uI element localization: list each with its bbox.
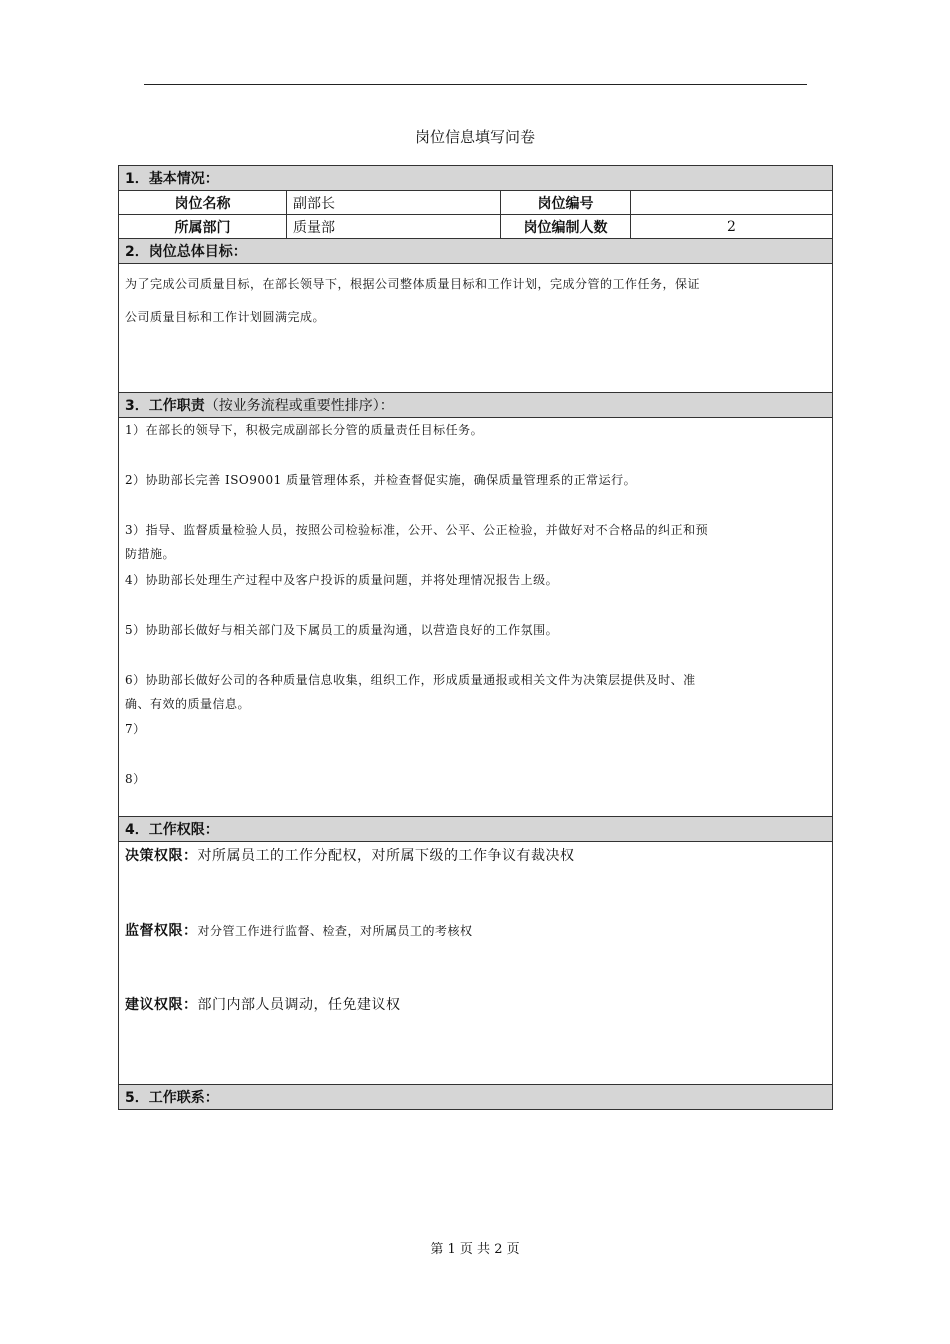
headcount-label: 岗位编制人数 <box>501 215 631 239</box>
page-number: 第 1 页 共 2 页 <box>430 1242 520 1257</box>
section-3-title: 3．工作职责 <box>125 398 205 414</box>
department-label: 所属部门 <box>119 215 287 239</box>
position-code-value[interactable] <box>631 191 833 215</box>
section-2-header: 2．岗位总体目标： <box>119 239 833 264</box>
goal-line: 公司质量目标和工作计划圆满完成。 <box>125 310 326 324</box>
section-4-header-row <box>119 817 833 842</box>
position-questionnaire-table <box>118 165 833 1110</box>
supervision-permission <box>125 920 473 940</box>
section-3-header <box>119 393 833 418</box>
supervision-permission-label: 监督权限： <box>125 923 198 939</box>
duty-item-continued: 防措施。 <box>125 547 176 561</box>
section-4-header: 4．工作权限： <box>119 817 833 842</box>
headcount-value[interactable]: 2 <box>631 215 833 239</box>
advice-permission <box>125 994 401 1014</box>
permissions-row <box>119 842 833 1085</box>
position-name-label: 岗位名称 <box>119 191 287 215</box>
basic-info-row-1 <box>119 191 833 215</box>
section-5-header-row <box>119 1085 833 1110</box>
department-value[interactable]: 质量部 <box>287 215 501 239</box>
decision-permission <box>125 845 575 865</box>
duty-item: 4）协助部长处理生产过程中及客户投诉的质量问题，并将处理情况报告上级。 <box>125 573 559 587</box>
duties-cell[interactable] <box>119 418 833 817</box>
goal-line: 为了完成公司质量目标，在部长领导下，根据公司整体质量目标和工作计划，完成分管的工作任务，保证 <box>125 277 701 291</box>
duty-item: 8） <box>125 772 146 786</box>
document-title: 岗位信息填写问卷 <box>414 128 535 146</box>
position-code-label: 岗位编号 <box>501 191 631 215</box>
duty-item: 5）协助部长做好与相关部门及下属员工的质量沟通，以营造良好的工作氛围。 <box>125 623 559 637</box>
header-rule <box>144 84 807 85</box>
section-1-header-row <box>119 166 833 191</box>
decision-permission-text: 对所属员工的工作分配权，对所属下级的工作争议有裁决权 <box>197 848 575 864</box>
goal-text-cell[interactable] <box>119 264 833 393</box>
advice-permission-label: 建议权限： <box>125 997 198 1013</box>
basic-info-row-2 <box>119 215 833 239</box>
duty-item: 7） <box>125 722 146 736</box>
permissions-cell[interactable] <box>119 842 833 1085</box>
section-1-header: 1．基本情况： <box>119 166 833 191</box>
section-3-note: （按业务流程或重要性排序）： <box>204 398 394 414</box>
goal-row <box>119 264 833 393</box>
duty-item-continued: 确、有效的质量信息。 <box>125 697 251 711</box>
duty-item: 6）协助部长做好公司的各种质量信息收集，组织工作，形成质量通报或相关文件为决策层提供及时、准 <box>125 673 696 687</box>
duties-row <box>119 418 833 817</box>
duty-item: 2）协助部长完善 ISO9001 质量管理体系，并检查督促实施，确保质量管理系的正常运行。 <box>125 473 637 487</box>
duty-item: 1）在部长的领导下，积极完成副部长分管的质量责任目标任务。 <box>125 423 484 437</box>
advice-permission-text: 部门内部人员调动，任免建议权 <box>197 997 401 1013</box>
supervision-permission-text: 对分管工作进行监督、检查，对所属员工的考核权 <box>197 924 473 938</box>
decision-permission-label: 决策权限： <box>125 848 198 864</box>
section-3-header-row <box>119 393 833 418</box>
position-name-value[interactable]: 副部长 <box>287 191 501 215</box>
section-2-header-row <box>119 239 833 264</box>
duty-item: 3）指导、监督质量检验人员，按照公司检验标准，公开、公平、公正检验，并做好对不合格品的纠正和预 <box>125 523 709 537</box>
section-5-header: 5．工作联系： <box>119 1085 833 1110</box>
